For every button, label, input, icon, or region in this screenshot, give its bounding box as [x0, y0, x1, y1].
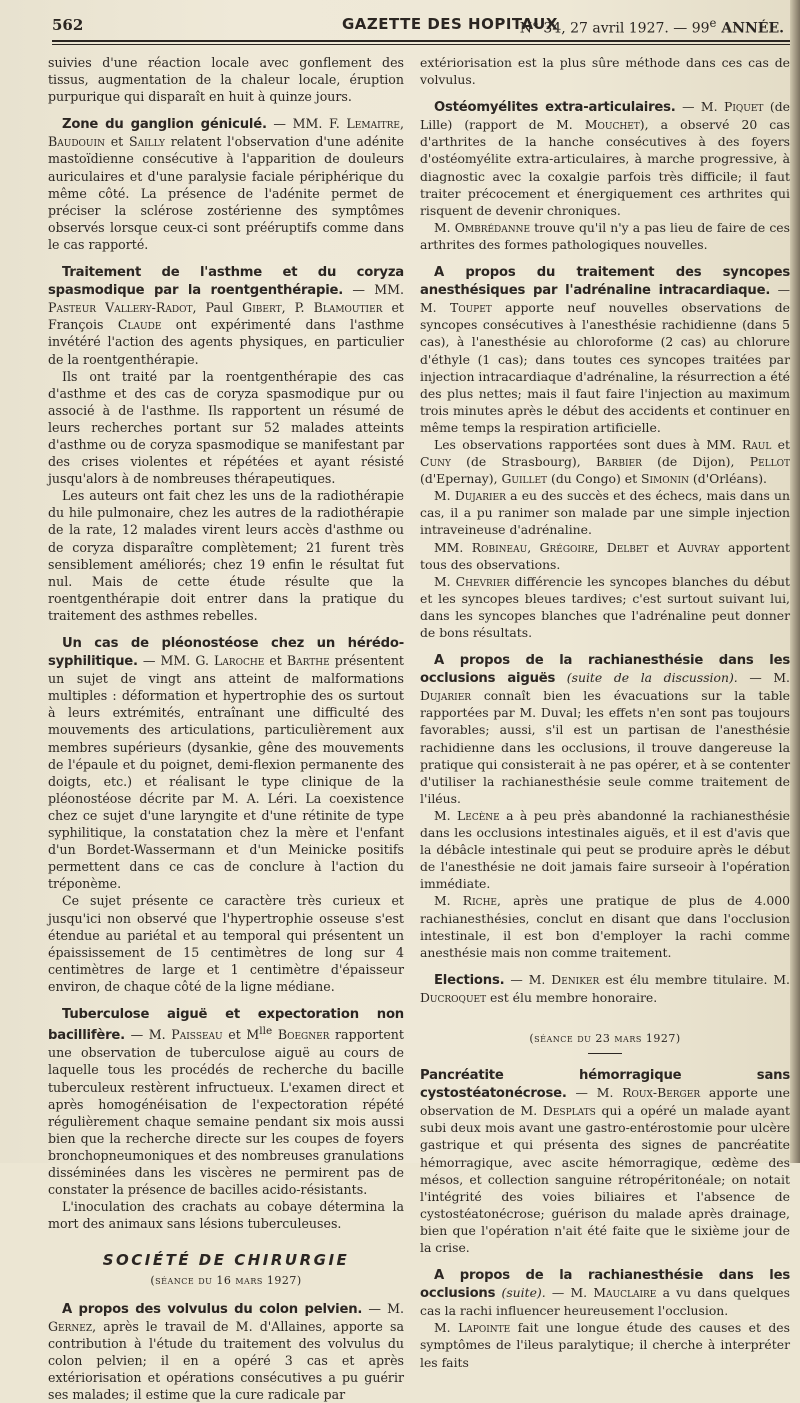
paragraph: Ils ont traité par la roentgenthérapie des cas d'asthme et des cas de coryza spasmodique pur ou associé à de l'asthme. Ils rapportent un résumé de leurs recherches portant sur 52 malades atteints d'asthme ou de coryza spasmodique se manifestant par des crises violentes et répétées et ayant résisté jusqu'alors à de nombreuses thérapeutiques.	[48, 368, 404, 487]
article-heading: A propos de la rachianesthésie dans les occlusions	[420, 1268, 790, 1302]
article-elections: Elections. — M. Deniker est élu membre titulaire. M. Ducroquet est élu membre honoraire.	[420, 971, 790, 1005]
article-heading: A propos de la rachianesthésie dans les occlusions aiguës	[420, 653, 790, 687]
journal-title: GAZETTE DES HOPITAUX	[342, 15, 558, 33]
page-number: 562	[52, 16, 84, 34]
right-column	[420, 54, 790, 1371]
article-heading: Un cas de pléonostéose chez un hérédo-syphilitique.	[48, 636, 404, 670]
header-rule-thin	[52, 44, 790, 45]
article-heading: Pancréatite hémorragique sans cystostéatonécrose.	[420, 1068, 790, 1102]
paragraph: Les auteurs ont fait chez les uns de la radiothérapie du hile pulmonaire, chez les autres de la radiothérapie de la rate, 12 malades virent leurs accès d'asthme ou de coryza disparaître complètement; 21 furent très sensiblement améliorés; chez 19 enfin le résultat fut nul. Mais de cette étude résulte que la roentgenthérapie doit entrer dans la pratique du traitement des asthmes rebelles.	[48, 488, 404, 623]
article-pleonosteose: Un cas de pléonostéose chez un hérédo-syphilitique. — MM. G. Laroche et Barthe présentent un sujet de vingt ans atteint de malformations multiples : déformation et hypertrophie des os surtout à leurs extrémités, entraînant une difficulté des mouvements des articulations, particulièrement aux membres supérieurs (dysankie, gêne des mouvements de l'épaule et du poignet, demi-flexion permanente des doigts, etc.) et réalisant le type clinique de la pléonostéose décrite par M. A. Léri. La coexistence chez ce sujet d'une laryngite et d'une rétinite de type syphilitique, la constatation chez la mère et l'enfant d'un Bordet-Wassermann et d'un Meinicke positifs permettent dans ce cas de conclure à l'action du tréponème.	[48, 636, 404, 892]
header-rule	[52, 40, 790, 42]
paragraph: Les observations rapportées sont dues à MM. Raul et Cuny (de Strasbourg), Barbier (de Dijon), Pellot (d'Epernay), Guillet (du Congo) et Simonin (d'Orléans).	[420, 436, 790, 487]
paragraph: M. Lecène a à peu près abandonné la rachianesthésie dans les occlusions intestinales aiguës, et il est d'avis que la débâcle intestinale qui peut se produire après le début de l'anesthésie ne doit jamais faire surseoir à l'opération immédiate.	[420, 807, 790, 892]
paragraph: M. Dujarier a eu des succès et des échecs, mais dans un cas, il a pu ranimer son malade par une simple injection intraveineuse d'adrénaline.	[420, 488, 790, 538]
article-heading: Traitement de l'asthme et du coryza spasmodique par la roentgenthérapie.	[48, 265, 404, 299]
article-volvulus: A propos des volvulus du colon pelvien. — M. Gernez, après le travail de M. d'Allaines, apporte sa contribution à l'étude du traitement des volvulus du colon pelvien; il en a opéré 3 cas et après extériorisation et opérations consécutives a pu guérir ses malades; il estime que la cure radicale par	[48, 1300, 404, 1403]
section-divider	[588, 1053, 622, 1054]
page-header	[52, 12, 792, 40]
paragraph: Ce sujet présente ce caractère très curieux et jusqu'ici non observé que l'hypertrophie osseuse s'est étendue au pariétal et au temporal qui présentent un épaississement de 15 centimètres de long sur 4 centimètres de large et 1 centimètre d'épaisseur environ, de chaque côté de la ligne médiane.	[48, 893, 404, 994]
article-rachianesthesie: A propos de la rachianesthésie dans les occlusions aiguës (suite de la discussion). — M. Dujarier connaît bien les évacuations sur la table rapportées par M. Duval; les effets n'en sont pas toujours favorables; aussi, s'il est un partisan de l'anesthésie rachidienne dans les occlusions, il trouve dangereuse la pratique qui consisterait à ne pas opérer, et à se contenter d'utiliser la rachianesthésie seule comme traitement de l'iléus.	[420, 653, 790, 806]
paragraph: MM. Robineau, Grégoire, Delbet et Auvray apportent tous des observations.	[420, 539, 790, 572]
paragraph: extériorisation est la plus sûre méthode dans ces cas de volvulus.	[420, 55, 790, 88]
article-asthme: Traitement de l'asthme et du coryza spasmodique par la roentgenthérapie. — MM. Pasteur Vallery-Radot, Paul Gibert, P. Blamoutier et François Claude ont expérimenté dans l'asthme invétéré l'action des agents physiques, en particulier de la roentgenthérapie.	[48, 265, 405, 367]
society-heading: SOCIÉTÉ DE CHIRURGIE	[102, 1251, 350, 1270]
article-heading: Zone du ganglion géniculé.	[62, 117, 267, 133]
session-date: (séance du 16 mars 1927)	[150, 1274, 302, 1288]
article-pancreatite: Pancréatite hémorragique sans cystostéatonécrose. — M. Roux-Berger apporte une observation de M. Desplats qui a opéré un malade ayant subi deux mois avant une gastro-entérostomie pour ulcère gastrique et qui présenta des signes de pancréatite hémorragique, avec ascite hémorragique, œdème des mésos, et collection sanguine rétropéritonéale; on notait l'intégrité des voies biliaires et l'absence de cystostéatonécrose; guérison du malade après drainage, bien que l'opération n'ait été faite que le sixième jour de la crise.	[420, 1068, 790, 1255]
article-osteomyelites: Ostéomyélites extra-articulaires. — M. Piquet (de Lille) (rapport de M. Mouchet), a observé 20 cas d'arthrites de la hanche consécutives à des foyers d'ostéomyélite extra-articulaires, à marche progressive, à diagnostic avec la coxalgie parfois très difficile; il faut traiter précocement et énergiquement ces arthrites qui risquent de devenir chroniques.	[420, 99, 790, 218]
article-heading: Ostéomyélites extra-articulaires.	[434, 100, 676, 116]
article-syncopes: A propos du traitement des syncopes anesthésiques par l'adrénaline intracardiaque. — M. Toupet apporte neuf nouvelles observations de syncopes consécutives à l'anesthésie rachidienne (dans 5 cas), à l'anesthésie au chloroforme (2 cas) au chlorure d'éthyle (1 cas); dans toutes ces syncopes traitées par injection intracardiaque d'adrénaline, la résurrection a été des plus nettes; mais il faut faire l'injection au maximum trois minutes après le début des accidents et continuer en même temps la respiration artificielle.	[420, 265, 791, 435]
page-edge-shadow	[790, 0, 800, 1163]
paragraph: M. Chevrier différencie les syncopes blanches du début et les syncopes bleues tardives; c'est surtout suivant lui, dans les syncopes blanches que l'adrénaline peut donner de bons résultats.	[420, 573, 790, 640]
session-date: (séance du 23 mars 1927)	[529, 1031, 681, 1045]
article-rachianesthesie-suite: A propos de la rachianesthésie dans les occlusions (suite). — M. Mauclaire a vu dans quelques cas la rachi influencer heureusement l'occlusion.	[420, 1268, 790, 1319]
article-tuberculose: Tuberculose aiguë et expectoration non bacillifère. — M. Paisseau et $M^{lle}$ Boegner rapportent une observation de tuberculose aiguë au cours de laquelle tous les procédés de recherche du bacille tuberculeux restèrent infructueux. L'examen direct et après homogénéisation de l'expectoration répété régulièrement chaque semaine pendant six mois aussi bien que la recherche directe sur les coupes de foyers bronchopneumoniques et des nombreuses granulations disséminées dans les viscères ne permirent pas de constater la présence de bacilles acido-résistants.	[48, 1006, 404, 1198]
article-heading: Elections.	[434, 972, 505, 988]
left-column	[48, 54, 404, 1403]
article-heading: A propos du traitement des syncopes anesthésiques par l'adrénaline intracardiaque.	[420, 265, 790, 299]
paragraph: M. Ombrédanne trouve qu'il n'y a pas lieu de faire de ces arthrites des formes pathologiques nouvelles.	[420, 219, 790, 252]
paragraph: L'inoculation des crachats au cobaye détermina la mort des animaux sans lésions tuberculeuses.	[48, 1199, 404, 1232]
paragraph: M. Lapointe fait une longue étude des causes et des symptômes de l'ileus paralytique; il cherche à interpréter les faits	[420, 1320, 790, 1370]
article-heading: A propos des volvulus du colon pelvien.	[62, 1301, 363, 1317]
article-heading: Tuberculose aiguë et expectoration non bacillifère.	[48, 1006, 404, 1044]
article-zone-ganglion: Zone du ganglion géniculé. — MM. F. Lemaitre, Baudouin et Sailly relatent l'observation d'une adénite mastoïdienne consécutive à l'apparition de douleurs auriculaires et d'une paralysie faciale périphérique du même côté. La présence de l'adénite permet de préciser la sclérose zostérienne des symptômes observés lorsque ceux-ci sont prééruptifs comme dans le cas rapporté.	[48, 116, 404, 252]
paragraph: suivies d'une réaction locale avec gonflement des tissus, augmentation de la chaleur locale, éruption purpurique qui disparaît en huit à quinze jours.	[48, 55, 404, 105]
issue-info: N° 34, 27 avril 1927. — 99e ANNÉE.	[519, 16, 784, 37]
paragraph: M. Riche, après une pratique de plus de 4.000 rachianesthésies, conclut en disant que dans l'occlusion intestinale, il est bon d'employer la rachi comme anesthésie mais non comme traitement.	[420, 893, 790, 960]
